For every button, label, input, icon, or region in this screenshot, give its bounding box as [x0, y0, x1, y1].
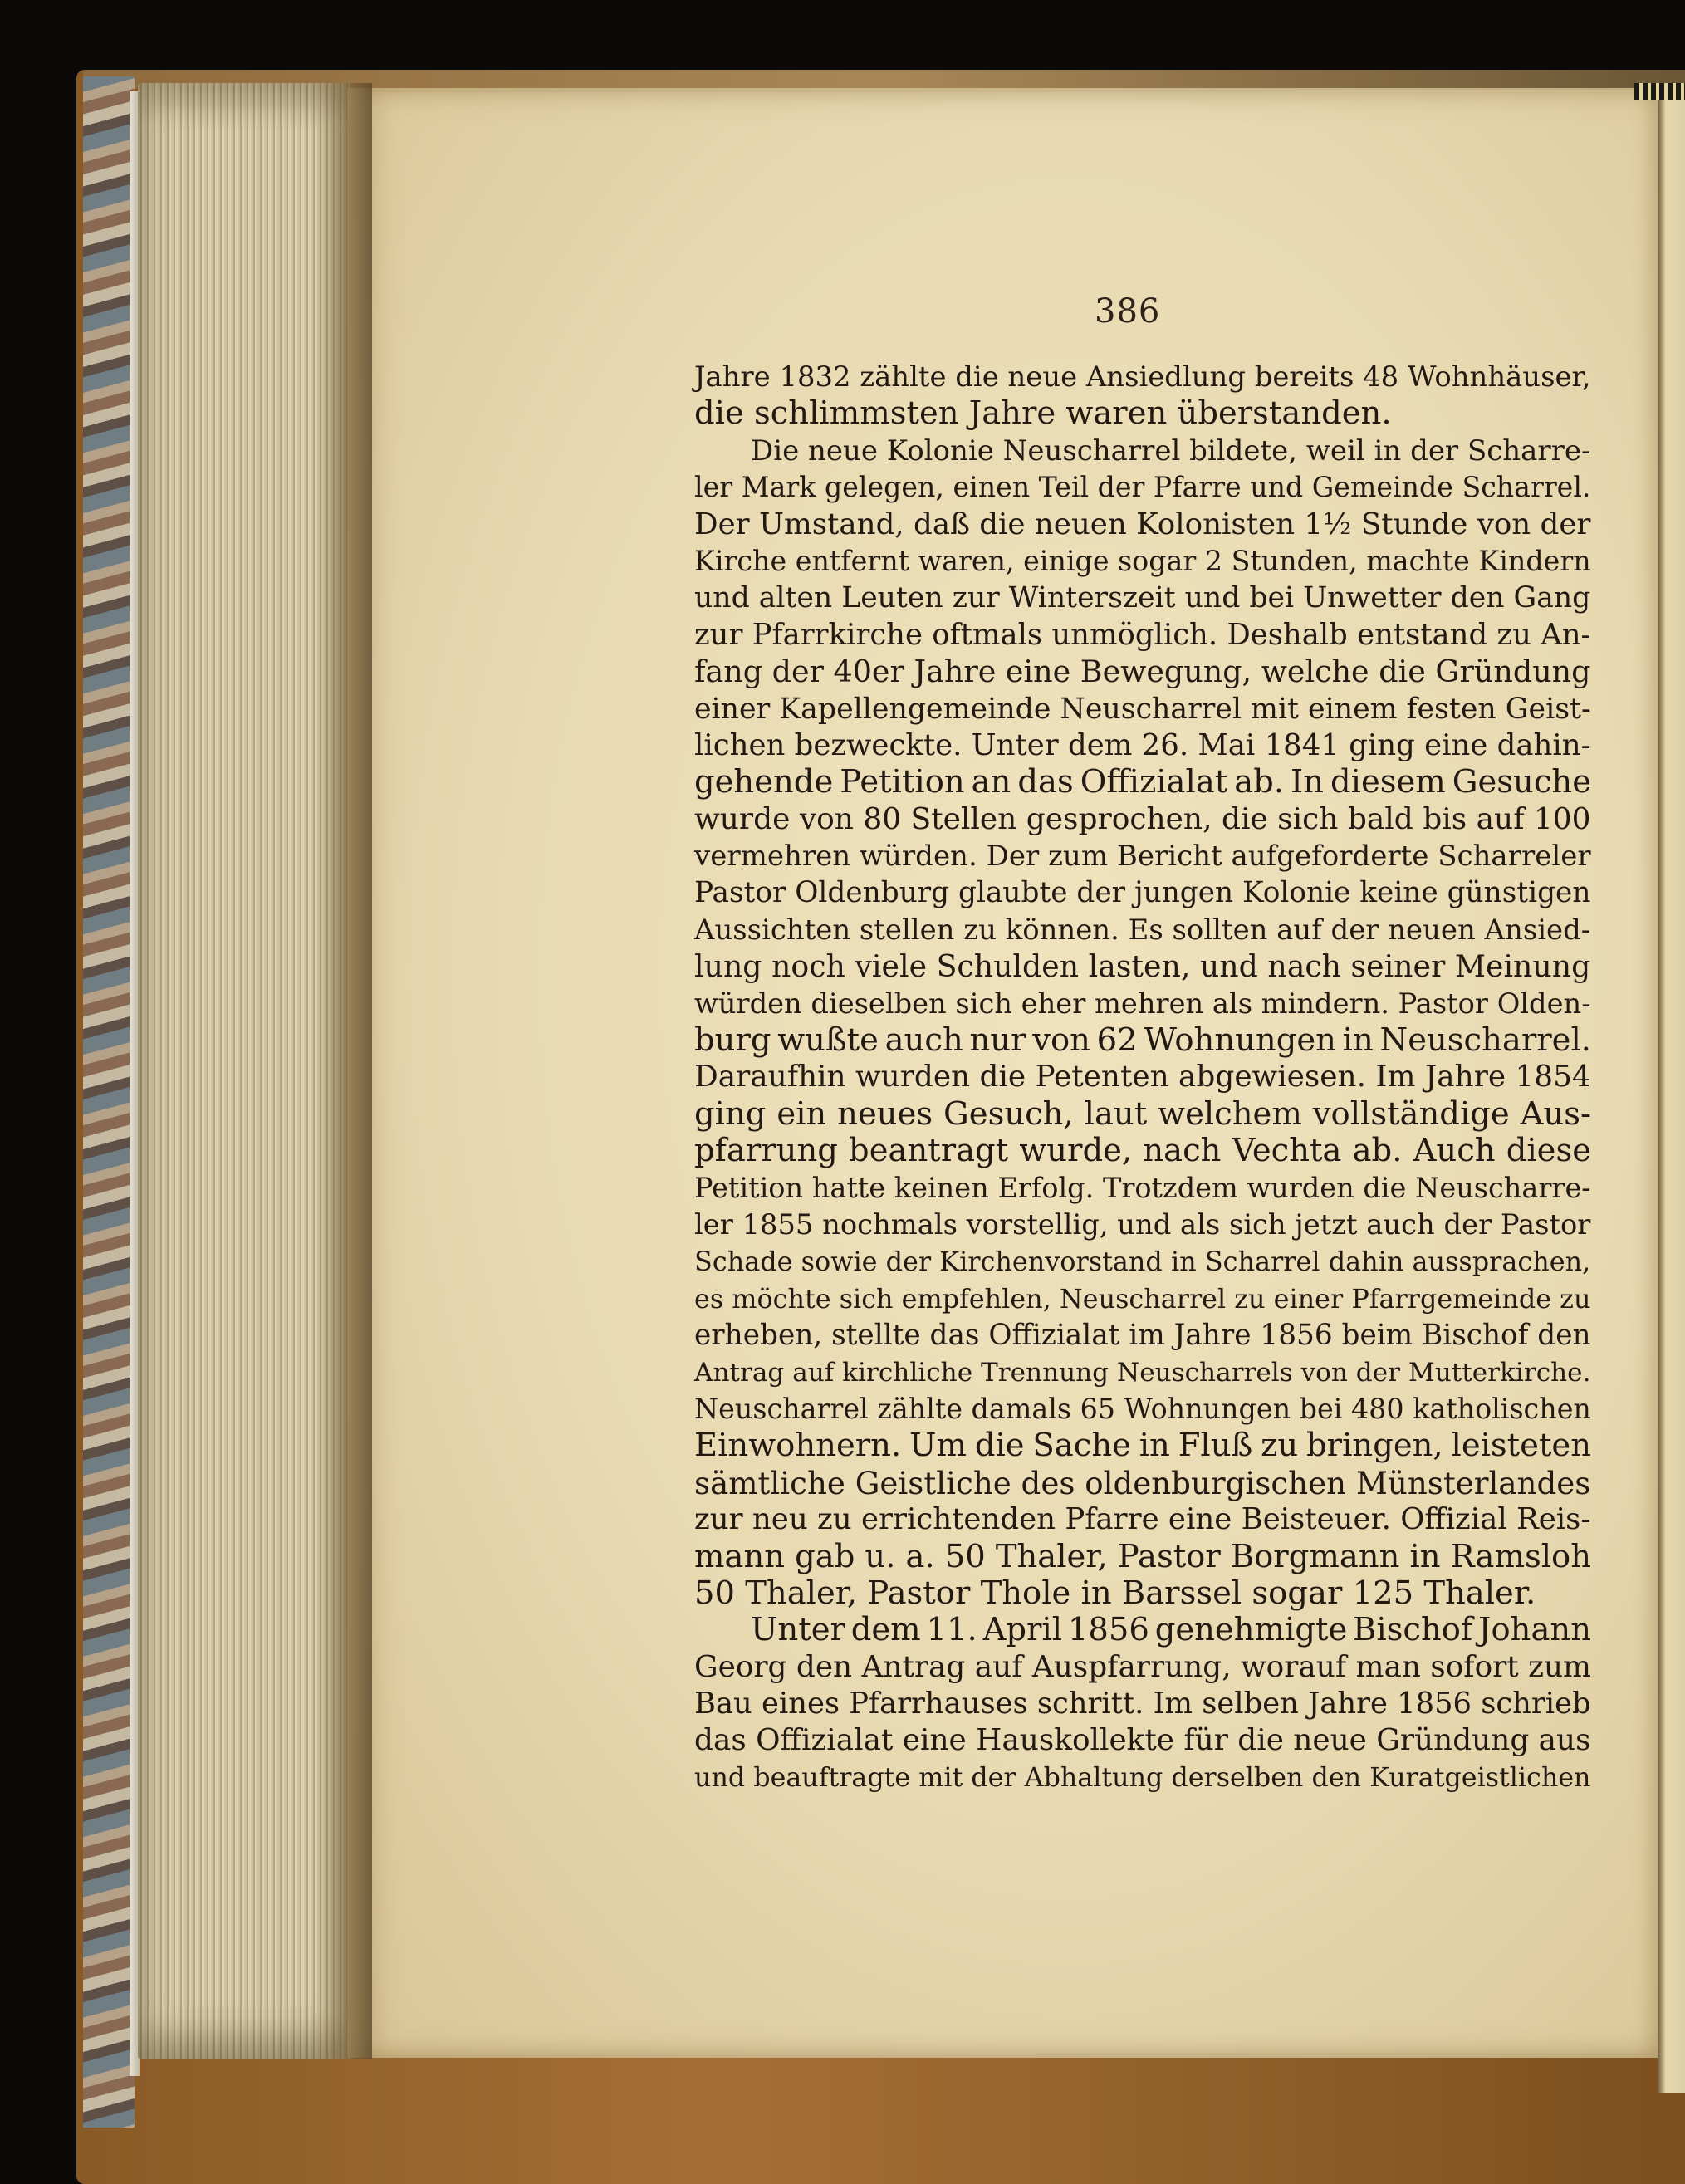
text-line: das Offizialat eine Hauskollekte für die neue Gründung aus — [694, 1723, 1591, 1758]
facing-page-edge — [1658, 83, 1685, 2093]
text-line: Antrag auf kirchliche Trennung Neuscharrels von der Mutterkirche. — [694, 1357, 1591, 1388]
text-line: zur Pfarrkirche oftmals unmöglich. Deshalb entstand zu An- — [694, 617, 1591, 652]
text-line: lichen bezweckte. Unter dem 26. Mai 1841 ging eine dahin- — [694, 727, 1591, 762]
text-line: Georg den Antrag auf Auspfarrung, worauf man sofort zum — [694, 1649, 1592, 1684]
text-line: erheben, stellte das Offizialat im Jahre 1856 beim Bischof den — [694, 1319, 1591, 1353]
text-line: Der Umstand, daß die neuen Kolonisten 1½ Stunde von der — [694, 507, 1591, 541]
text-line: Petition hatte keinen Erfolg. Trotzdem wurden die Neuscharre- — [694, 1171, 1591, 1204]
text-line: lung noch viele Schulden lasten, und nach seiner Meinung — [694, 948, 1591, 985]
text-line: burg wußte auch nur von 62 Wohnungen in Neuscharrel. — [694, 1021, 1591, 1060]
text-line: Pastor Oldenburg glaubte der jungen Kolonie keine günstigen — [694, 876, 1591, 910]
text-line: ler Mark gelegen, einen Teil der Pfarre und Gemeinde Scharrel. — [694, 471, 1591, 504]
text-line: Daraufhin wurden die Petenten abgewiesen. Im Jahre 1854 — [694, 1060, 1591, 1094]
page-number: 386 — [1095, 292, 1161, 331]
text-line: und beauftragte mit der Abhaltung derselben den Kuratgeistlichen — [694, 1762, 1591, 1793]
text-line: zur neu zu errichtenden Pfarre eine Beisteuer. Offizial Reis- — [694, 1502, 1591, 1537]
bookmark-ribbon — [1634, 83, 1685, 100]
text-line: ging ein neues Gesuch, laut welchem vollständige Aus- — [694, 1094, 1591, 1133]
text-line: Schade sowie der Kirchenvorstand in Scharrel dahin aussprachen, — [694, 1246, 1591, 1278]
text-line: vermehren würden. Der zum Bericht aufgeforderte Scharreler — [694, 840, 1591, 874]
text-line: Einwohnern. Um die Sache in Fluß zu bringen, leisteten — [694, 1427, 1591, 1465]
text-line: Neuscharrel zählte damals 65 Wohnungen bei 480 katholischen — [694, 1392, 1591, 1425]
text-line: es möchte sich empfehlen, Neuscharrel zu einer Pfarrgemeinde zu — [694, 1282, 1591, 1315]
marbled-edge — [83, 76, 135, 2128]
text-line: Kirche entfernt waren, einige sogar 2 Stunden, machte Kindern — [694, 544, 1591, 577]
text-line: Unter dem 11. April 1856 genehmigte Bischof Johann — [751, 1611, 1591, 1649]
text-line: fang der 40er Jahre eine Bewegung, welche die Gründung — [694, 654, 1591, 690]
text-line: Aussichten stellen zu können. Es sollten auf der neuen Ansied- — [694, 913, 1591, 946]
page-gutter-shadow — [314, 83, 372, 2059]
text-line: Bau eines Pfarrhauses schritt. Im selben Jahre 1856 schrieb — [694, 1687, 1591, 1721]
text-line: und alten Leuten zur Winterszeit und bei Unwetter den Gang — [694, 581, 1591, 615]
text-line: Die neue Kolonie Neuscharrel bildete, weil in der Scharre- — [751, 433, 1591, 468]
text-line: 50 Thaler, Pastor Thole in Barssel sogar 125 Thaler. — [694, 1574, 1536, 1612]
text-line: würden dieselben sich eher mehren als mindern. Pastor Olden- — [694, 987, 1591, 1020]
text-line: gehende Petition an das Offizialat ab. In diesem Gesuche — [694, 763, 1591, 801]
text-line: einer Kapellengemeinde Neuscharrel mit einem festen Geist- — [694, 692, 1591, 726]
text-line: mann gab u. a. 50 Thaler, Pastor Borgmann in Ramsloh — [694, 1537, 1591, 1575]
text-line: ler 1855 nochmals vorstellig, und als sich jetzt auch der Pastor — [694, 1207, 1591, 1241]
text-line: Jahre 1832 zählte die neue Ansiedlung bereits 48 Wohnhäuser, — [694, 360, 1591, 393]
text-line: sämtliche Geistliche des oldenburgischen Münsterlandes — [694, 1464, 1591, 1501]
text-line: wurde von 80 Stellen gesprochen, die sich bald bis auf 100 — [694, 801, 1591, 836]
body-text — [694, 359, 1591, 1796]
text-line: die schlimmsten Jahre waren überstanden. — [694, 394, 1392, 433]
text-line: pfarrung beantragt wurde, nach Vechta ab. Auch diese — [694, 1132, 1591, 1170]
